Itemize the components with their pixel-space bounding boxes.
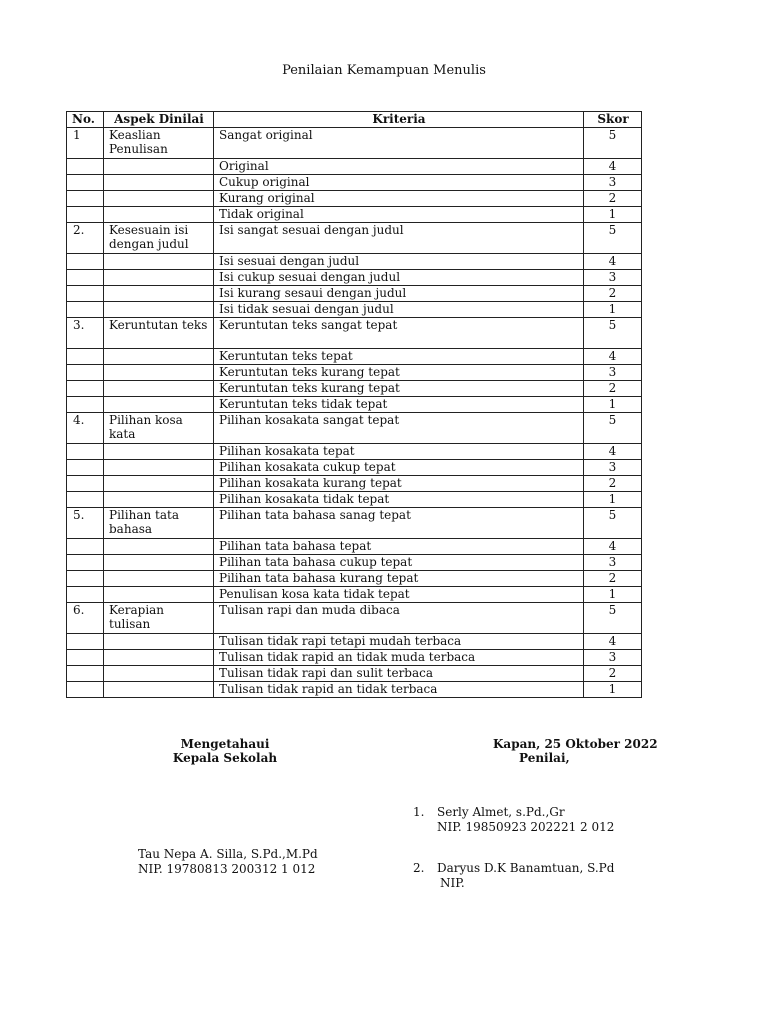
cell-no: 1 [67,128,104,159]
cell-aspek [104,159,214,175]
header-no: No. [67,112,104,128]
table-row [67,175,642,191]
cell-skor: 5 [584,413,642,444]
table-row [67,508,642,539]
cell-skor: 4 [584,444,642,460]
cell-no [67,191,104,207]
cell-skor: 1 [584,587,642,603]
cell-no [67,397,104,413]
table-header-row [67,112,642,128]
table-row [67,349,642,365]
cell-aspek [104,365,214,381]
assessor-1-nip: NIP. 19850923 202221 2 012 [437,820,615,834]
table-row [67,444,642,460]
table-row [67,587,642,603]
cell-no [67,349,104,365]
cell-kriteria: Keruntutan teks kurang tepat [214,381,584,397]
table-row [67,302,642,318]
cell-skor: 5 [584,318,642,349]
table-row [67,539,642,555]
cell-kriteria: Kurang original [214,191,584,207]
table-row [67,571,642,587]
cell-no [67,270,104,286]
cell-no [67,682,104,698]
cell-skor: 4 [584,539,642,555]
cell-no [67,587,104,603]
cell-skor: 2 [584,191,642,207]
cell-skor: 4 [584,349,642,365]
left-role-label: Kepala Sekolah [172,751,278,765]
left-acknowledge-label: Mengetahaui [180,737,270,751]
cell-no [67,650,104,666]
table-row [67,682,642,698]
cell-aspek [104,555,214,571]
assessor-2-nip: NIP. [440,876,465,890]
cell-kriteria: Pilihan tata bahasa tepat [214,539,584,555]
cell-skor: 1 [584,682,642,698]
cell-kriteria: Tulisan tidak rapi tetapi mudah terbaca [214,634,584,650]
table-row [67,159,642,175]
cell-kriteria: Tulisan tidak rapid an tidak terbaca [214,682,584,698]
cell-kriteria: Pilihan tata bahasa sanag tepat [214,508,584,539]
cell-skor: 3 [584,555,642,571]
principal-name: Tau Nepa A. Silla, S.Pd.,M.Pd [138,847,318,861]
cell-kriteria: Pilihan kosakata sangat tepat [214,413,584,444]
cell-skor: 3 [584,270,642,286]
cell-no [67,444,104,460]
cell-kriteria: Isi sesuai dengan judul [214,254,584,270]
cell-skor: 2 [584,286,642,302]
cell-kriteria: Cukup original [214,175,584,191]
cell-no [67,365,104,381]
cell-kriteria: Isi sangat sesuai dengan judul [214,223,584,254]
principal-nip: NIP. 19780813 200312 1 012 [138,862,316,876]
header-aspek: Aspek Dinilai [104,112,214,128]
table-row [67,381,642,397]
cell-no: 3. [67,318,104,349]
cell-skor: 1 [584,302,642,318]
assessor-2-number: 2. [413,861,425,875]
cell-kriteria: Pilihan tata bahasa cukup tepat [214,555,584,571]
assessor-role-label: Penilai, [519,751,570,765]
cell-aspek [104,175,214,191]
cell-aspek [104,682,214,698]
cell-kriteria: Tulisan rapi dan muda dibaca [214,603,584,634]
table-row [67,128,642,159]
cell-no [67,571,104,587]
cell-aspek [104,539,214,555]
cell-aspek [104,492,214,508]
cell-kriteria: Pilihan kosakata cukup tepat [214,460,584,476]
cell-skor: 2 [584,476,642,492]
cell-skor: 5 [584,223,642,254]
table-row [67,476,642,492]
cell-no [67,175,104,191]
cell-kriteria: Pilihan kosakata tepat [214,444,584,460]
cell-no [67,302,104,318]
cell-kriteria: Tidak original [214,207,584,223]
cell-no: 2. [67,223,104,254]
cell-skor: 1 [584,397,642,413]
place-date: Kapan, 25 Oktober 2022 [493,737,658,751]
cell-aspek [104,207,214,223]
cell-aspek [104,587,214,603]
cell-skor: 2 [584,666,642,682]
cell-kriteria: Tulisan tidak rapid an tidak muda terbaca [214,650,584,666]
cell-no [67,634,104,650]
cell-kriteria: Keruntutan teks kurang tepat [214,365,584,381]
cell-no [67,666,104,682]
cell-kriteria: Penulisan kosa kata tidak tepat [214,587,584,603]
cell-aspek: Pilihan tata bahasa [104,508,214,539]
cell-aspek [104,349,214,365]
table-body [67,128,642,698]
cell-kriteria: Isi tidak sesuai dengan judul [214,302,584,318]
cell-aspek [104,302,214,318]
table-row [67,460,642,476]
cell-no [67,539,104,555]
cell-aspek [104,571,214,587]
table-row [67,318,642,349]
assessor-1-number: 1. [413,805,425,819]
table-row [67,270,642,286]
cell-no [67,555,104,571]
cell-aspek [104,650,214,666]
cell-kriteria: Isi kurang sesaui dengan judul [214,286,584,302]
cell-no: 5. [67,508,104,539]
cell-aspek: Keaslian Penulisan [104,128,214,159]
cell-skor: 2 [584,571,642,587]
cell-skor: 2 [584,381,642,397]
table-row [67,603,642,634]
assessor-2-name: Daryus D.K Banamtuan, S.Pd [437,861,615,875]
cell-aspek: Keruntutan teks [104,318,214,349]
cell-aspek [104,286,214,302]
cell-kriteria: Keruntutan teks tidak tepat [214,397,584,413]
table-row [67,207,642,223]
document-title: Penilaian Kemampuan Menulis [282,63,486,78]
cell-kriteria: Keruntutan teks sangat tepat [214,318,584,349]
cell-kriteria: Pilihan kosakata kurang tepat [214,476,584,492]
table-row [67,634,642,650]
cell-skor: 3 [584,460,642,476]
table-row [67,413,642,444]
cell-skor: 1 [584,492,642,508]
cell-no: 6. [67,603,104,634]
cell-kriteria: Pilihan kosakata tidak tepat [214,492,584,508]
cell-no [67,254,104,270]
cell-kriteria: Sangat original [214,128,584,159]
cell-aspek [104,270,214,286]
cell-aspek [104,397,214,413]
table-row [67,223,642,254]
table-row [67,365,642,381]
cell-aspek [104,254,214,270]
cell-aspek [104,666,214,682]
cell-skor: 4 [584,159,642,175]
table-row [67,555,642,571]
table-row [67,286,642,302]
table-row [67,492,642,508]
cell-no [67,492,104,508]
assessor-1-name: Serly Almet, s.Pd.,Gr [437,805,565,819]
cell-kriteria: Keruntutan teks tepat [214,349,584,365]
table-row [67,191,642,207]
cell-skor: 3 [584,365,642,381]
cell-aspek: Pilihan kosa kata [104,413,214,444]
cell-no [67,460,104,476]
cell-no [67,159,104,175]
cell-skor: 3 [584,175,642,191]
cell-kriteria: Isi cukup sesuai dengan judul [214,270,584,286]
cell-no [67,476,104,492]
cell-aspek [104,381,214,397]
table-row [67,254,642,270]
cell-no [67,286,104,302]
header-skor: Skor [584,112,642,128]
cell-kriteria: Original [214,159,584,175]
table-row [67,666,642,682]
cell-skor: 3 [584,650,642,666]
cell-no [67,381,104,397]
cell-skor: 5 [584,128,642,159]
cell-aspek [104,634,214,650]
cell-skor: 1 [584,207,642,223]
header-kriteria: Kriteria [214,112,584,128]
cell-skor: 5 [584,508,642,539]
cell-aspek [104,476,214,492]
cell-kriteria: Tulisan tidak rapi dan sulit terbaca [214,666,584,682]
cell-skor: 5 [584,603,642,634]
cell-no: 4. [67,413,104,444]
cell-no [67,207,104,223]
cell-aspek [104,444,214,460]
cell-aspek: Kesesuain isi dengan judul [104,223,214,254]
cell-skor: 4 [584,254,642,270]
cell-aspek [104,460,214,476]
cell-aspek: Kerapian tulisan [104,603,214,634]
table-row [67,397,642,413]
cell-skor: 4 [584,634,642,650]
cell-kriteria: Pilihan tata bahasa kurang tepat [214,571,584,587]
cell-aspek [104,191,214,207]
assessment-table [66,111,642,698]
table-row [67,650,642,666]
